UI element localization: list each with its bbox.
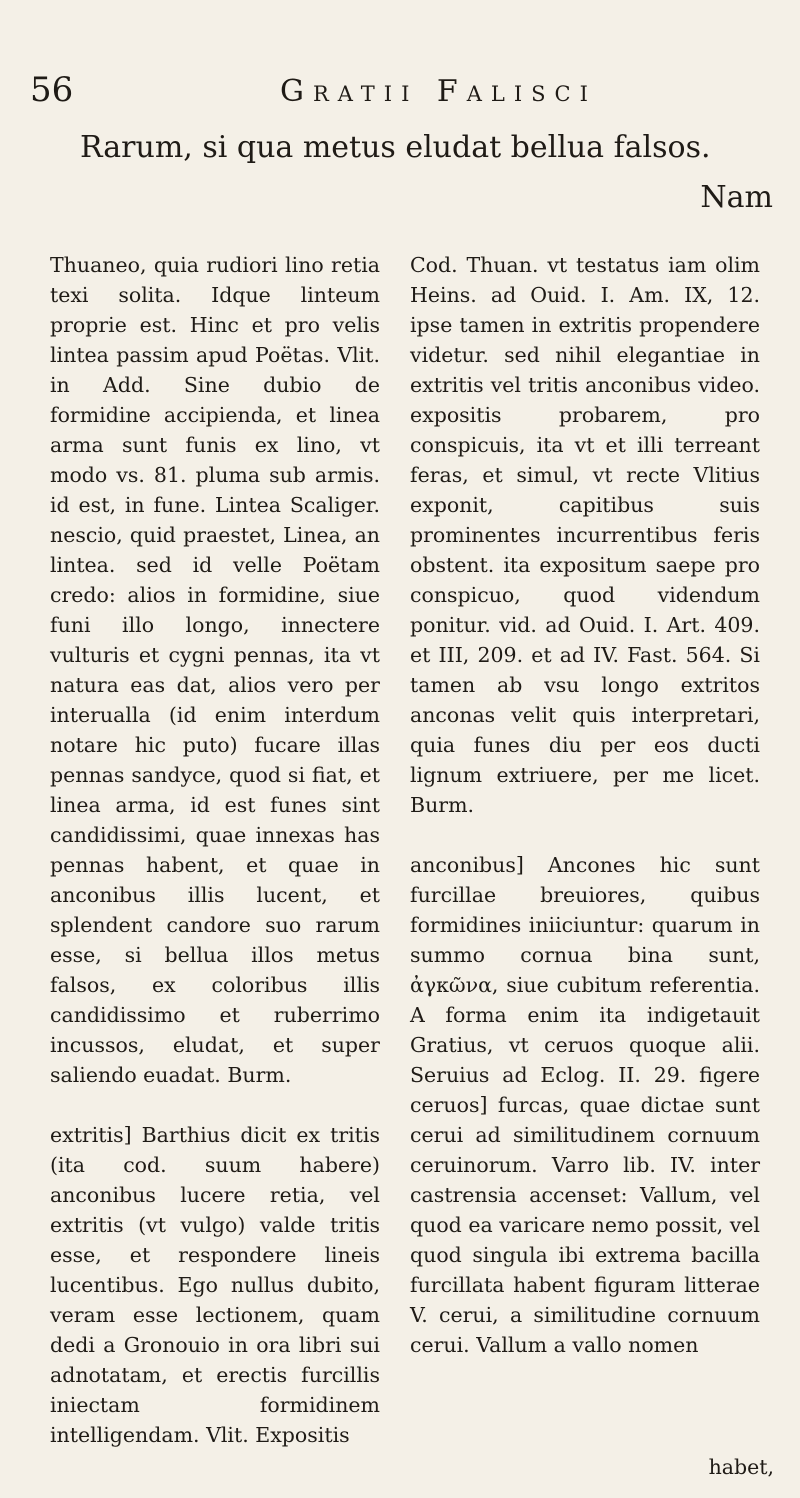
commentary-paragraph: extritis] Barthius dicit ex tritis (ita cod. suum habere) anconibus lucere retia, vel extritis (vt vulgo) valde tritis esse, et respondere lineis lucentibus. Ego nullus dubito, veram esse lectionem, quam dedi a Gronouio in ora libri sui adnotatam, et erectis furcillis iniectam formidinem intelligendam. Vlit. Expositis <box>50 1123 380 1447</box>
commentary-left-column <box>50 250 380 1450</box>
page-header <box>30 70 770 126</box>
commentary-paragraph: Cod. Thuan. vt testatus iam olim Heins. ad Ouid. I. Am. IX, 12. ipse tamen in extritis propendere videtur. sed nihil elegantiae in extritis vel tritis anconibus video. expositis probarem, pro conspicuis, ita vt et illi terreant feras, et simul, vt recte Vlitius exponit, capitibus suis prominentes incurrentibus feris obstent. ita expositum saepe pro conspicuo, quod videndum ponitur. vid. ad Ouid. I. Art. 409. et III, 209. et ad IV. Fast. 564. Si tamen ab vsu longo extritos anconas velit quis interpretari, quia funes diu per eos ducti lignum extriuere, per me licet. Burm. <box>410 253 760 817</box>
commentary-paragraph: Thuaneo, quia rudiori lino retia texi solita. Idque linteum proprie est. Hinc et pro velis lintea passim apud Poëtas. Vlit. in Add. Sine dubio de formidine accipienda, et linea arma sunt funis ex lino, vt modo vs. 81. pluma sub armis. id est, in fune. Lintea Scaliger. nescio, quid praestet, Linea, an lintea. sed id velle Poëtam credo: alios in formidine, siue funi illo longo, innectere vulturis et cygni pennas, ita vt natura eas dat, alios vero per interualla (id enim interdum notare hic puto) fucare illas pennas sandyce, quod si fiat, et linea arma, id est funes sint candidissimi, quae innexas has pennas habent, et quae in anconibus illis lucent, et splendent candore suo rarum esse, si bellua illos metus falsos, ex coloribus illis candidissimo et ruberrimo incussos, eludat, et super saliendo euadat. Burm. <box>50 253 380 1087</box>
verse-line: Rarum, si qua metus eludat bellua falsos. <box>80 130 711 165</box>
verse-catchword: Nam <box>700 180 773 215</box>
verse-text <box>80 128 770 168</box>
page-catchword: habet, <box>708 1455 774 1479</box>
commentary-paragraph: anconibus] Ancones hic sunt furcillae breuiores, quibus formidines iniiciuntur: quarum in summo cornua bina sunt, ἀγκῶνα, siue cubitum referentia. A forma enim ita indigetauit Gratius, vt ceruos quoque alii. Seruius ad Eclog. II. 29. figere ceruos] furcas, quae dictae sunt cerui ad similitudinem cornuum ceruinorum. Varro lib. IV. inter castrensia accenset: Vallum, vel quod ea varicare nemo possit, vel quod singula ibi extrema bacilla furcillata habent figuram litterae V. cerui, a similitudine cornuum cerui. Vallum a vallo nomen <box>410 853 760 1357</box>
page-number: 56 <box>30 70 74 110</box>
running-title: Gratii Falisci <box>280 74 597 109</box>
commentary-right-column <box>410 250 760 1360</box>
